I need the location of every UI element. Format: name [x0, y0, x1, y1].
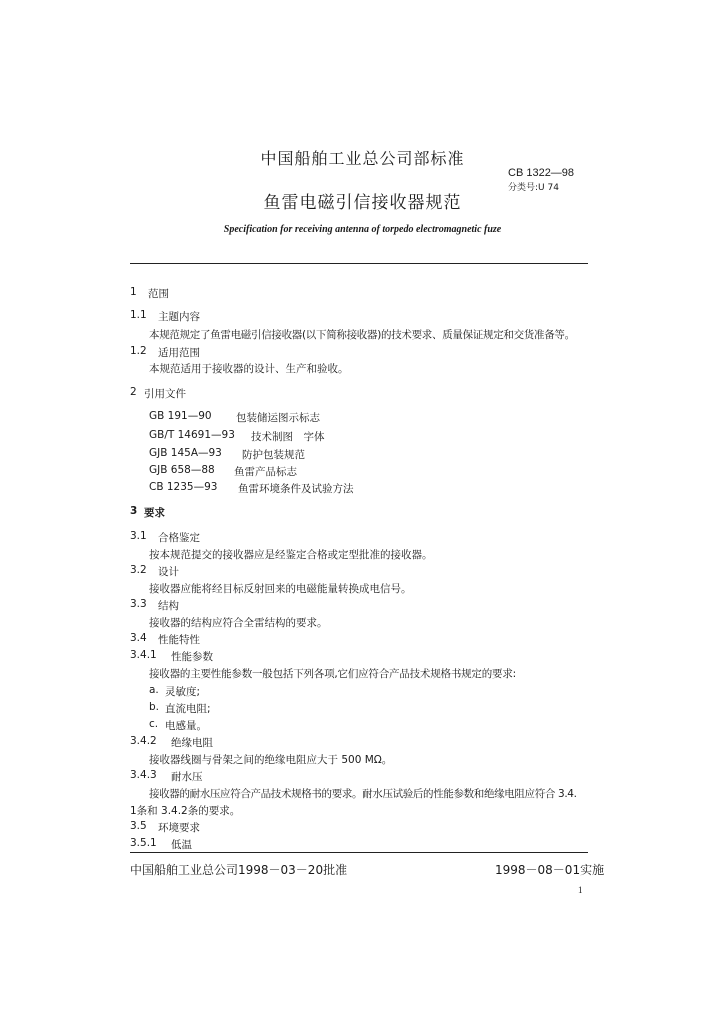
section-number: 3	[130, 505, 138, 517]
page-number: 1	[578, 885, 583, 895]
list-label: a.	[149, 684, 159, 696]
section-heading: 低温	[171, 839, 192, 851]
section-heading: 适用范围	[158, 347, 200, 359]
list-label: b.	[149, 701, 160, 713]
section-heading: 主题内容	[158, 311, 200, 323]
classification-number: 分类号:U 74	[508, 183, 559, 193]
standard-code: CB 1322—98	[508, 167, 575, 179]
approval-date: 中国船舶工业总公司1998－03－20批准	[130, 863, 348, 877]
paragraph: 接收器的主要性能参数一般包括下列各项,它们应符合产品技术规格书规定的要求:	[149, 668, 516, 680]
paragraph: 接收器线圈与骨架之间的绝缘电阻应大于 500 MΩ。	[149, 754, 393, 766]
section-heading: 合格鉴定	[158, 532, 200, 544]
section-number: 3.4.3	[130, 769, 157, 781]
section-heading: 环境要求	[158, 822, 200, 834]
section-number: 1.2	[130, 345, 147, 357]
section-heading: 耐水压	[171, 771, 203, 783]
reference-name: 包装储运图示标志	[236, 412, 320, 424]
header-divider	[130, 263, 588, 264]
list-label: c.	[149, 718, 159, 730]
paragraph: 按本规范提交的接收器应是经鉴定合格或定型批准的接收器。	[149, 549, 433, 561]
paragraph: 1条和 3.4.2条的要求。	[130, 805, 241, 817]
reference-code: GJB 145A—93	[149, 447, 222, 459]
reference-code: CB 1235—93	[149, 481, 218, 493]
section-number: 3.3	[130, 598, 147, 610]
list-item: 电感量。	[165, 720, 207, 732]
paragraph: 接收器的结构应符合全雷结构的要求。	[149, 617, 328, 629]
section-number: 1.1	[130, 309, 147, 321]
section-heading: 要求	[144, 507, 165, 519]
section-heading: 引用文件	[144, 388, 186, 400]
section-heading: 结构	[158, 600, 179, 612]
section-number: 3.2	[130, 564, 147, 576]
reference-name: 防护包装规范	[242, 449, 305, 461]
reference-name: 鱼雷产品标志	[234, 466, 297, 478]
section-heading: 绝缘电阻	[171, 737, 213, 749]
reference-code: GJB 658—88	[149, 464, 215, 476]
section-heading: 范围	[148, 288, 169, 300]
section-number: 3.5	[130, 820, 147, 832]
footer-divider	[130, 852, 588, 853]
list-item: 直流电阻;	[165, 703, 211, 715]
reference-code: GB/T 14691—93	[149, 429, 235, 441]
reference-name: 技术制图 字体	[251, 431, 325, 443]
section-number: 3.4	[130, 632, 147, 644]
reference-name: 鱼雷环境条件及试验方法	[238, 483, 354, 495]
paragraph: 接收器的耐水压应符合产品技术规格书的要求。耐水压试验后的性能参数和绝缘电阻应符合 3.4.	[149, 788, 577, 800]
implementation-date: 1998－08－01实施	[495, 863, 605, 877]
section-number: 3.4.2	[130, 735, 157, 747]
paragraph: 本规范适用于接收器的设计、生产和验收。	[149, 363, 349, 375]
paragraph: 接收器应能将经目标反射回来的电磁能量转换成电信号。	[149, 583, 412, 595]
section-heading: 性能参数	[171, 651, 213, 663]
section-number: 3.1	[130, 530, 147, 542]
reference-code: GB 191—90	[149, 410, 212, 422]
section-heading: 性能特性	[158, 634, 200, 646]
section-number: 2	[130, 386, 137, 398]
issuing-organization: 中国船舶工业总公司部标准	[260, 149, 465, 168]
list-item: 灵敏度;	[165, 686, 201, 698]
english-title: Specification for receiving antenna of torpedo electromagnetic fuze	[223, 224, 502, 235]
section-number: 3.5.1	[130, 837, 157, 849]
paragraph: 本规范规定了鱼雷电磁引信接收器(以下简称接收器)的技术要求、质量保证规定和交货准备等。	[149, 329, 575, 341]
section-number: 1	[130, 286, 137, 298]
section-heading: 设计	[158, 566, 179, 578]
document-title: 鱼雷电磁引信接收器规范	[263, 193, 462, 213]
section-number: 3.4.1	[130, 649, 157, 661]
